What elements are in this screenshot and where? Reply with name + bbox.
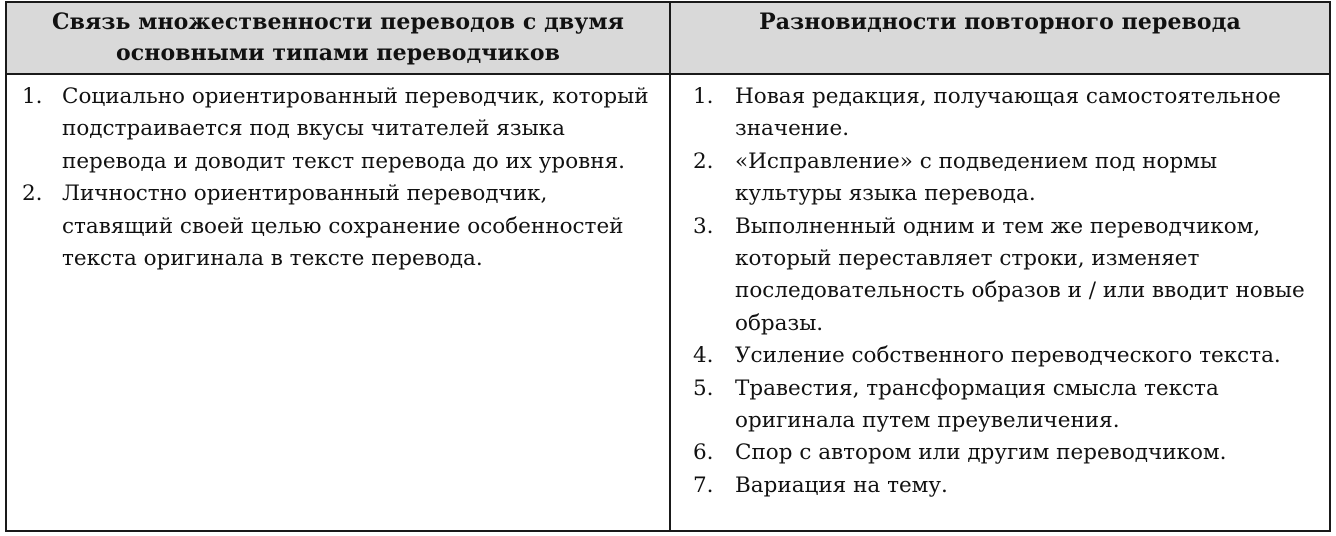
list-item [693,211,1323,341]
retranslation-types-list [693,81,1323,502]
list-item-text: Выполненный одним и тем же переводчиком, который переставляет строки, изменяет последовательность образов и / или вводит новые образы. [735,213,1305,336]
list-item [22,178,659,275]
list-item-number: 5. [693,375,714,401]
list-item-number: 7. [693,472,714,498]
list-item-text: «Исправление» с подведением под нормы культуры языка перевода. [735,148,1218,207]
list-item-text: Личностно ориентированный переводчик, ставящий своей целью сохранение особенностей текста оригинала в тексте перевода. [62,181,624,272]
list-item-number: 1. [22,84,43,109]
body-cell-translator-types [7,75,669,275]
list-item-number: 1. [693,84,714,109]
list-item-text: Травестия, трансформация смысла текста оригинала путем преувеличения. [735,375,1219,434]
list-item [693,373,1323,438]
table-header-row [7,3,1329,75]
header-cell-retranslation-types: Разновидности повторного перевода [759,9,1241,35]
list-item-number: 3. [693,213,714,239]
header-cell-translator-types: Связь множественности переводов с двумя основными типами переводчиков [51,9,625,66]
list-item-number: 2. [693,148,714,174]
comparison-table [5,1,1331,532]
list-item [693,437,1323,469]
list-item [693,340,1323,372]
list-item [693,470,1323,502]
translator-types-list [22,81,659,275]
list-item-number: 4. [693,343,714,369]
list-item-text: Новая редакция, получающая самостоятельное значение. [735,84,1281,142]
list-item-number: 2. [22,181,43,207]
list-item [22,81,659,178]
list-item-text: Социально ориентированный переводчик, который подстраивается под вкусы читателей языка перевода и доводит текст перевода до их уровня. [62,84,649,174]
list-item [693,146,1323,211]
list-item-text: Спор с автором или другим переводчиком. [735,440,1227,466]
list-item-text: Вариация на тему. [735,472,948,498]
list-item-number: 6. [693,440,714,466]
list-item-text: Усиление собственного переводческого текста. [735,343,1281,369]
list-item [693,81,1323,146]
body-cell-retranslation-types [671,75,1329,502]
